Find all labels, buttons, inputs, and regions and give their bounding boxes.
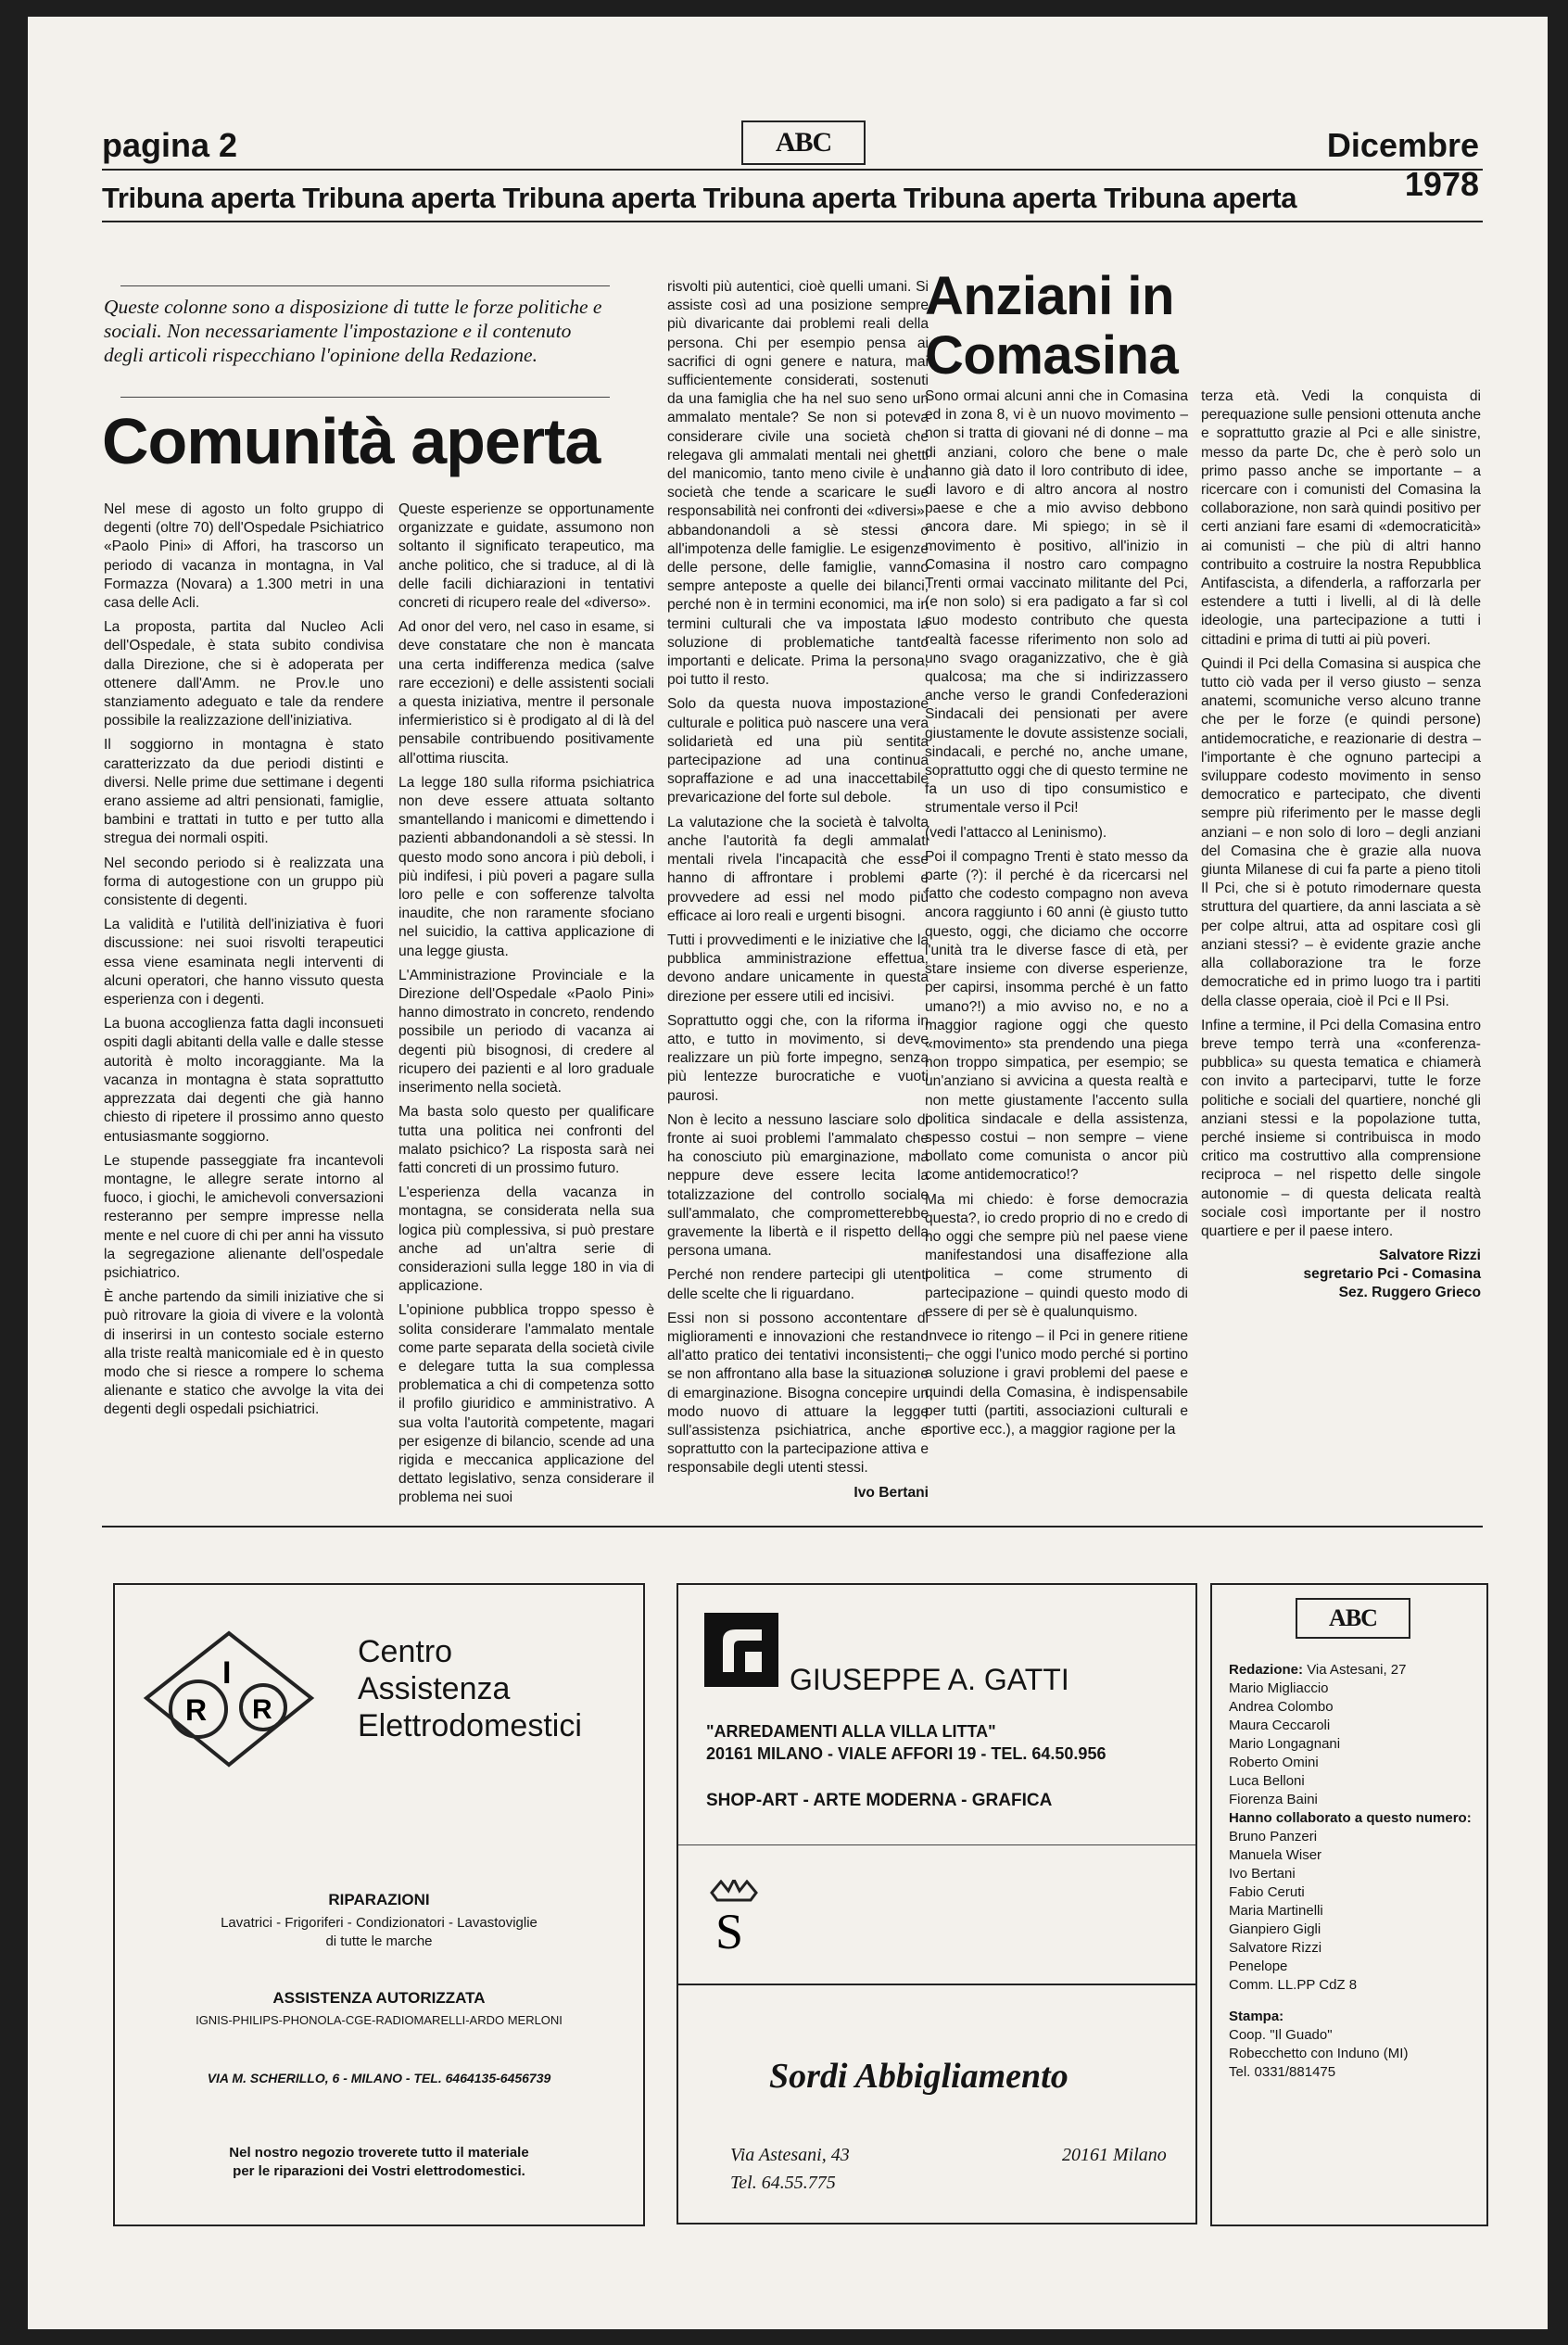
ad1-title xyxy=(358,1633,636,1744)
intro-rule-bottom xyxy=(120,397,610,398)
repair-gear-logo xyxy=(141,1629,317,1768)
collab-name: Bruno Panzeri xyxy=(1229,1829,1318,1844)
gatti-logo-icon xyxy=(704,1613,778,1687)
article2-column-1 xyxy=(925,387,1188,1445)
page-number: pagina 2 xyxy=(102,126,238,164)
staff-name: Fiorenza Baini xyxy=(1229,1792,1318,1807)
ad2-line2: 20161 MILANO - VIALE AFFORI 19 - TEL. 64.50.956 xyxy=(706,1744,1106,1763)
collab-name: Gianpiero Gigli xyxy=(1229,1921,1321,1937)
issue-date: Dicembre 1978 xyxy=(1326,126,1479,203)
stampa-line: Tel. 0331/881475 xyxy=(1229,2064,1336,2080)
paragraph: La legge 180 sulla riforma psichiatrica non deve essere attuata soltanto smantellando i manicomi e dimettendo i pazienti abbandonandoli a sè stessi. In questo modo sono ancora i più deboli, i più indifesi, i più poveri a pagare sulla loro pelle e con sofferenze talvolta inaudite, che non raramente sfociano nel suicidio, la cattiva applicazione di una legge giusta. xyxy=(398,774,654,959)
collab-name: Comm. LL.PP CdZ 8 xyxy=(1229,1977,1358,1993)
paragraph: La validità e l'utilità dell'iniziativa è fuori discussione: nei suoi risvolti terapeutici essa viene esaminata negli interventi di alcuni operatori, che hanno vissuto questa esperienza con i degenti. xyxy=(104,917,384,1008)
paragraph: Essi non si possono accontentare di miglioramenti e innovazioni che restano all'atto pratico dei tentativi inconsistenti, se non affrontano alla base la situazione di emarginazione. Bisogna concepire un modo nuovo di attuare la legge sull'assistenza psichiatrica, anche e soprattutto con la partecipazione attiva e responsabile degli utenti stessi. xyxy=(667,1310,929,1477)
newspaper-page xyxy=(28,17,1548,2329)
credits-box xyxy=(1210,1583,1488,2226)
paragraph: risvolti più autentici, cioè quelli umani. Si assiste così ad una posizione sempre più divaricante dai problemi reali della persona. Chi per esempio pensa ai sacrifici di ogni genere e natura, mai sufficientemente considerati, sostenuti da una famiglia che ha nel suo seno un ammalato mentale? Se non si poteva considerare civile una società che relegava gli ammalati mentali nei ghetti del manicomio, tanto meno civile è una società che tende a scaricare le sue responsabilità nei confronti dei «diversi», abbandonandoli a sè stessi o all'impotenza delle famiglie. Le esigenze delle persone, delle famiglie, vanno sempre anteposte a quelle dei bilanci, perché non è in termini economici, ma in termini culturali che va impostata la soluzione di problematiche tanto importanti e delicate. Prima la persona, poi tutto il resto. xyxy=(667,279,929,689)
ad2-divider xyxy=(678,1844,1195,1845)
paragraph: Invece io ritengo – il Pci in genere ritiene – che oggi l'unico modo perché si portino a soluzione i gravi problemi del paese e quindi della Comasina, è indispensabile per tutti (partiti, associazioni culturali e sportive ecc.), a maggior ragione per la xyxy=(925,1327,1188,1438)
article1-column-3 xyxy=(667,278,929,1502)
paragraph: Tutti i provvedimenti e le iniziative che la pubblica amministrazione effettua, devono andare unicamente in questa direzione per essere utili ed incisivi. xyxy=(667,932,929,1005)
paragraph: È anche partendo da simili iniziative che si può ritrovare la gioia di vivere e la volontà di inserirsi in un contesto sociale esterno alla triste realtà manicomiale ed è in questo modo che si riesce a rompere lo schema alienante e statico che avvolge la vita dei degenti degli ospedali psichiatrici. xyxy=(104,1289,384,1418)
collab-name: Salvatore Rizzi xyxy=(1229,1940,1322,1956)
paragraph: Queste esperienze se opportunamente organizzate e guidate, assumono non soltanto il significato terapeutico, ma anche politico, che si traduce, al di là delle facili dichiarazioni in tentativi concreti di ricupero reale del «diverso». xyxy=(398,501,654,612)
paragraph: (vedi l'attacco al Leninismo). xyxy=(925,824,1107,841)
redazione-label: Redazione: xyxy=(1229,1662,1304,1678)
stampa-line: Coop. "Il Guado" xyxy=(1229,2027,1333,2043)
redazione-line xyxy=(1229,1661,1479,1680)
paragraph: Ma mi chiedo: è forse democrazia questa?, io credo proprio di no e credo di no oggi che sempre più nel paese viene manifestandosi una disaffezione alla politica – come strumento di partecipazione – quindi questo modo di essere di per sè è qualunquismo. xyxy=(925,1191,1188,1320)
paragraph: Le stupende passeggiate fra incantevoli montagne, le allegre serate intorno al fuoco, i giochi, le amichevoli conversazioni resteranno per sempre impresse nella mente e nel cuore di chi per anni ha vissuto la segregazione alienante dell'ospedale psichiatrico. xyxy=(104,1152,384,1281)
ad1-brands: IGNIS-PHILIPS-PHONOLA-CGE-RADIOMARELLI-ARDO MERLONI xyxy=(196,2013,563,2027)
ad-centro-assistenza xyxy=(113,1583,645,2226)
intro-rule-top xyxy=(120,285,610,286)
ad-giuseppe-gatti xyxy=(677,1583,1197,1985)
redazione-address: Via Astesani, 27 xyxy=(1307,1662,1407,1678)
header-rule xyxy=(102,169,1483,171)
stampa-line: Robecchetto con Induno (MI) xyxy=(1229,2046,1409,2061)
ad3-city: 20161 Milano xyxy=(1062,2145,1167,2165)
paragraph: L'opinione pubblica troppo spesso è solita considerare l'ammalato mentale come parte separata della società civile e delegare tutta la sua complessa problematica a chi di competenza sotto il profilo giuridico e amministrativo. A sua volta l'autorità competente, magari per esigenze di bilancio, scende ad una rigida e meccanica applicazione del dettato legislativo, senza considerare il problema nei suoi xyxy=(398,1302,654,1506)
banner-rule xyxy=(102,221,1483,222)
ads-separator xyxy=(102,1526,1483,1527)
paragraph: Ma basta solo questo per qualificare tutta una politica nei confronti del malato psichico? La risposta sarà nei fatti concreti di un prossimo futuro. xyxy=(398,1104,654,1176)
article1-author: Ivo Bertani xyxy=(854,1484,929,1501)
section-banner: Tribuna aperta Tribuna aperta Tribuna aperta Tribuna aperta Tribuna aperta Tribuna aperta xyxy=(102,182,1297,214)
paragraph: Il soggiorno in montagna è stato caratterizzato da due periodi distinti e diversi. Nelle prime due settimane i degenti erano assieme ad altri pensionati, famiglie, bambini e trattati in tutto e per tutto alla stregua dei normali ospiti. xyxy=(104,737,384,847)
ad3-phone: Tel. 64.55.775 xyxy=(730,2173,836,2193)
ad1-assistenza: ASSISTENZA AUTORIZZATA xyxy=(272,1989,486,2007)
collab-name: Maria Martinelli xyxy=(1229,1903,1323,1919)
stampa-label: Stampa: xyxy=(1229,2009,1284,2024)
collab-name: Ivo Bertani xyxy=(1229,1866,1296,1882)
staff-name: Andrea Colombo xyxy=(1229,1699,1334,1715)
paragraph: L'Amministrazione Provinciale e la Direzione dell'Ospedale «Paolo Pini» hanno dimostrato in concreto, rendendo possibile un periodo di vacanza ai degenti più bisognosi, di credere al ricupero dei pazienti e al loro graduale inserimento nella società. xyxy=(398,967,654,1096)
ad2-line1: "ARREDAMENTI ALLA VILLA LITTA" xyxy=(706,1722,996,1741)
paragraph: Perché non rendere partecipi gli utenti delle scelte che li riguardano. xyxy=(667,1267,929,1302)
paragraph: La proposta, partita dal Nucleo Acli dell'Ospedale, è stata subito condivisa dalla Direzione, che si è adoperata per ottenere dall'Amm. ne Prov.le uno stanziamento adeguato e tale da rendere possibile la realizzazione dell'iniziativa. xyxy=(104,619,384,729)
paragraph: Poi il compagno Trenti è stato messo da parte (?): il perché è da ricercarsi nel fatto che codesto compagno non aveva ancora raggiunto i 60 anni (è giusto tutto questo, oggi, che diciamo che occorre l'unità tra le diverse fasce di età, per stare insieme con diverse esperienze, per capirsi, insomma perché è un fatto umano?!) a mio avviso no, e no a maggior ragione oggi che questo «movimento» sta prendendo una piega non troppo simpatica, per esempio; se un'anziano si avvicina a questa realtà e non mette giustamente l'accento sulla politica sindacale e della assistenza, spesso costui – non sempre – viene bollato come comunista o ancor più come antidemocratico!? xyxy=(925,848,1188,1184)
article1-column-1 xyxy=(104,501,384,1426)
paragraph: Soprattutto oggi che, con la riforma in atto, e tutto in movimento, si deve realizzare un più forte impegno, senza più lentezze burocratiche e vuoti paurosi. xyxy=(667,1012,929,1104)
article2-author-section: Sez. Ruggero Grieco xyxy=(1338,1285,1481,1301)
paragraph: La valutazione che la società è talvolta anche l'autorità fa degli ammalati mentali rivela l'incapacità che esse hanno di affrontare i problemi e provvedere ad essi nel modo più efficace ai loro reali e urgenti bisogni. xyxy=(667,814,929,924)
credits-logo-text: ABC xyxy=(1329,1604,1377,1631)
paragraph: Solo da questa nuova impostazione culturale e politica può nascere una vera solidarietà ed una più sentita partecipazione ad una continua sopraffazione e ad una inaccettabile prevaricazione del forte sul debole. xyxy=(667,696,929,806)
paragraph: Ad onor del vero, nel caso in esame, si deve constatare che non è mancata una certa indifferenza medica (salve rare eccezioni) e delle assistenti sociali a questa iniziativa, mentre il personale infermieristico si è prodigato al di là del pensabile contribuendo positivamente all'ottima riuscita. xyxy=(398,619,654,767)
ad1-title-line: Elettrodomestici xyxy=(358,1708,582,1743)
logo-letter-i: I xyxy=(222,1655,232,1691)
paragraph: Sono ormai alcuni anni che in Comasina ed in zona 8, vi è un nuovo movimento – non si tratta di giovani né di donne – ma di anziani, coloro che bene o male hanno già dato il loro contributo di idee, di lavoro e di altro ancora al nostro paese e che a mio avviso debbono ancora dare. Mi spiego; in sè il movimento è positivo, all'inizio in Comasina il nostro caro compagno Trenti ormai vaccinato militante del Pci, (e non solo) si era padigato a far sì col suo modesto contributo che questa realtà facesse riferimento non solo ad uno svago oraganizzativo, che è già qualcosa; ma che si indirizzassero anche verso le grandi Confederazioni Sindacali dei pensionati per avere giustamente le dovute assistenze sociali, sindacali, e perché no, anche umane, soprattutto oggi che di questo termine ne fa un uso di tipo consumistico e strumentale verso il Pci! xyxy=(925,388,1188,817)
ad1-title-line: Assistenza xyxy=(358,1671,511,1706)
paragraph: Non è lecito a nessuno lasciare solo di fronte ai suoi problemi l'ammalato che ha conosciuto più emarginazione, ma neppure deve essere lecita la totalizzazione del controllo sociale sull'ammalato, che comprometterebbe gravemente la libertà e il rispetto della persona umana. xyxy=(667,1111,929,1260)
staff-name: Roberto Omini xyxy=(1229,1755,1319,1770)
article2-column-2 xyxy=(1201,387,1481,1302)
ad1-riparazioni-desc: Lavatrici - Frigoriferi - Condizionatori - Lavastoviglie xyxy=(221,1915,537,1931)
logo-letter-r2: R xyxy=(252,1694,272,1725)
ad1-footer-line2: per le riparazioni dei Vostri elettrodomestici. xyxy=(233,2163,525,2179)
collab-name: Fabio Ceruti xyxy=(1229,1884,1305,1900)
ad3-address: Via Astesani, 43 xyxy=(730,2145,850,2165)
staff-name: Mario Longagnani xyxy=(1229,1736,1341,1752)
paragraph: Nel secondo periodo si è realizzata una forma di autogestione con un gruppo più consistente di degenti. xyxy=(104,855,384,909)
ad1-address: VIA M. SCHERILLO, 6 - MILANO - TEL. 6464135-6456739 xyxy=(207,2071,551,2085)
article2-author-role: segretario Pci - Comasina xyxy=(1303,1266,1481,1283)
ad3-name: Sordi Abbigliamento xyxy=(769,2057,1069,2096)
ad1-riparazioni-desc2: di tutte le marche xyxy=(325,1933,433,1949)
sordi-crown-logo xyxy=(706,1880,762,1954)
collab-label: Hanno collaborato a questo numero: xyxy=(1229,1810,1472,1826)
staff-name: Luca Belloni xyxy=(1229,1773,1305,1789)
article-title-anziani: Anziani in Comasina xyxy=(925,266,1179,386)
abc-logo xyxy=(741,120,866,165)
paragraph: Nel mese di agosto un folto gruppo di degenti (oltre 70) dell'Ospedale Psichiatrico «Paolo Pini» di Affori, ha trascorso un periodo di vacanza in montagna, in Val Formazza (Novara) a 1.300 metri in una casa delle Acli. xyxy=(104,501,384,612)
ad1-riparazioni: RIPARAZIONI xyxy=(328,1891,430,1908)
sordi-logo-letter: S xyxy=(715,1904,744,1954)
article1-column-2 xyxy=(398,501,654,1514)
staff-name: Mario Migliaccio xyxy=(1229,1680,1329,1696)
article-title-comunita: Comunità aperta xyxy=(102,405,601,477)
ad2-line3: SHOP-ART - ARTE MODERNA - GRAFICA xyxy=(706,1791,1053,1810)
credits-list xyxy=(1229,1661,1479,2082)
ad1-title-line: Centro xyxy=(358,1634,453,1669)
paragraph: La buona accoglienza fatta dagli inconsueti ospiti dagli abitanti della valle e dalle stesse autorità è molto incoraggiante. Ma la vacanza in montagna è stata soprattutto apprezzata dai degenti che già hanno chiesto di ripetere il prossimo anno questo entusiasmante soggiorno. xyxy=(104,1016,384,1145)
abc-logo-text: ABC xyxy=(775,127,832,158)
collab-name: Penelope xyxy=(1229,1958,1288,1974)
paragraph: Quindi il Pci della Comasina si auspica che tutto ciò vada per il verso giusto – senza anatemi, scomuniche verso alcuno tranne che per le forze (e quindi persone) antidemocratiche, e reazionarie di destra – l'importante è che ognuno partecipi a sviluppare codesto movimento in senso democratico e partecipato, che diventi sempre più riferimento per le masse degli anziani – e non solo di loro – degli anziani del Comasina che è grazie alla nuova giunta Milanese di cui fa parte a pieno titoli Il Pci, che si è potuto rimodernare questa struttura del quartiere, da anni lasciata a sè per colpe altrui, atta ad ospitare così gli anziani stessi? – è evidente grazie anche alla collaborazione tra le forze democratiche ed in primo luogo tra i partiti della classe operaia, cioè il Pci e Il Psi. xyxy=(1201,655,1481,1009)
ad2-name: GIUSEPPE A. GATTI xyxy=(790,1663,1069,1696)
paragraph: L'esperienza della vacanza in montagna, se considerata nella sua logica più complessiva, si può prestare anche ad un'altra serie di considerazioni sulla legge 180 in via di applicazione. xyxy=(398,1185,654,1295)
ad1-footer-line1: Nel nostro negozio troverete tutto il materiale xyxy=(229,2145,529,2161)
credits-abc-logo xyxy=(1296,1598,1410,1639)
paragraph: terza età. Vedi la conquista di perequazione sulle pensioni ottenuta anche e soprattutto grazie al Pci e alle sinistre, messo da parte Dc, che è però solo un primo passo anche se importante – a ricercare con i comunisti del Comasina la collaborazione, non sarà quindi positivo per certi anziani fare esami di «democraticità» ai comunisti – che più di altri hanno contribuito a costruire la nostra Repubblica Antifascista, a difenderla, a rafforzarla per estendere a tutti i livelli, al di là delle ideologie, una partecipazione a tutti i cittadini e prima di tutti ai più poveri. xyxy=(1201,388,1481,648)
staff-name: Maura Ceccaroli xyxy=(1229,1718,1331,1733)
logo-letter-r1: R xyxy=(185,1693,208,1727)
collab-name: Manuela Wiser xyxy=(1229,1847,1322,1863)
article2-author-name: Salvatore Rizzi xyxy=(1378,1248,1481,1264)
paragraph: Infine a termine, il Pci della Comasina entro breve tempo terrà una «conferenza-pubblica» su questa tematica e chiamerà con invito a parteciparvi, tutte le forze politiche e sociali del quartiere, nonché gli anziani stessi e la popolazione tutta, perché insieme si contribuisca in modo critico ma costruttivo alla comprensione reciproca – nel rispetto delle singole autonomie – di questa delicata realtà sociale così importante per il nostro quartiere e per il paese intero. xyxy=(1201,1017,1481,1239)
disclaimer-intro: Queste colonne sono a disposizione di tutte le forze politiche e sociali. Non necessariamente l'impostazione e il contenuto degli articoli rispecchiano l'opinione della Redazione. xyxy=(104,296,602,366)
ad-sordi-abbigliamento xyxy=(677,1982,1197,2225)
